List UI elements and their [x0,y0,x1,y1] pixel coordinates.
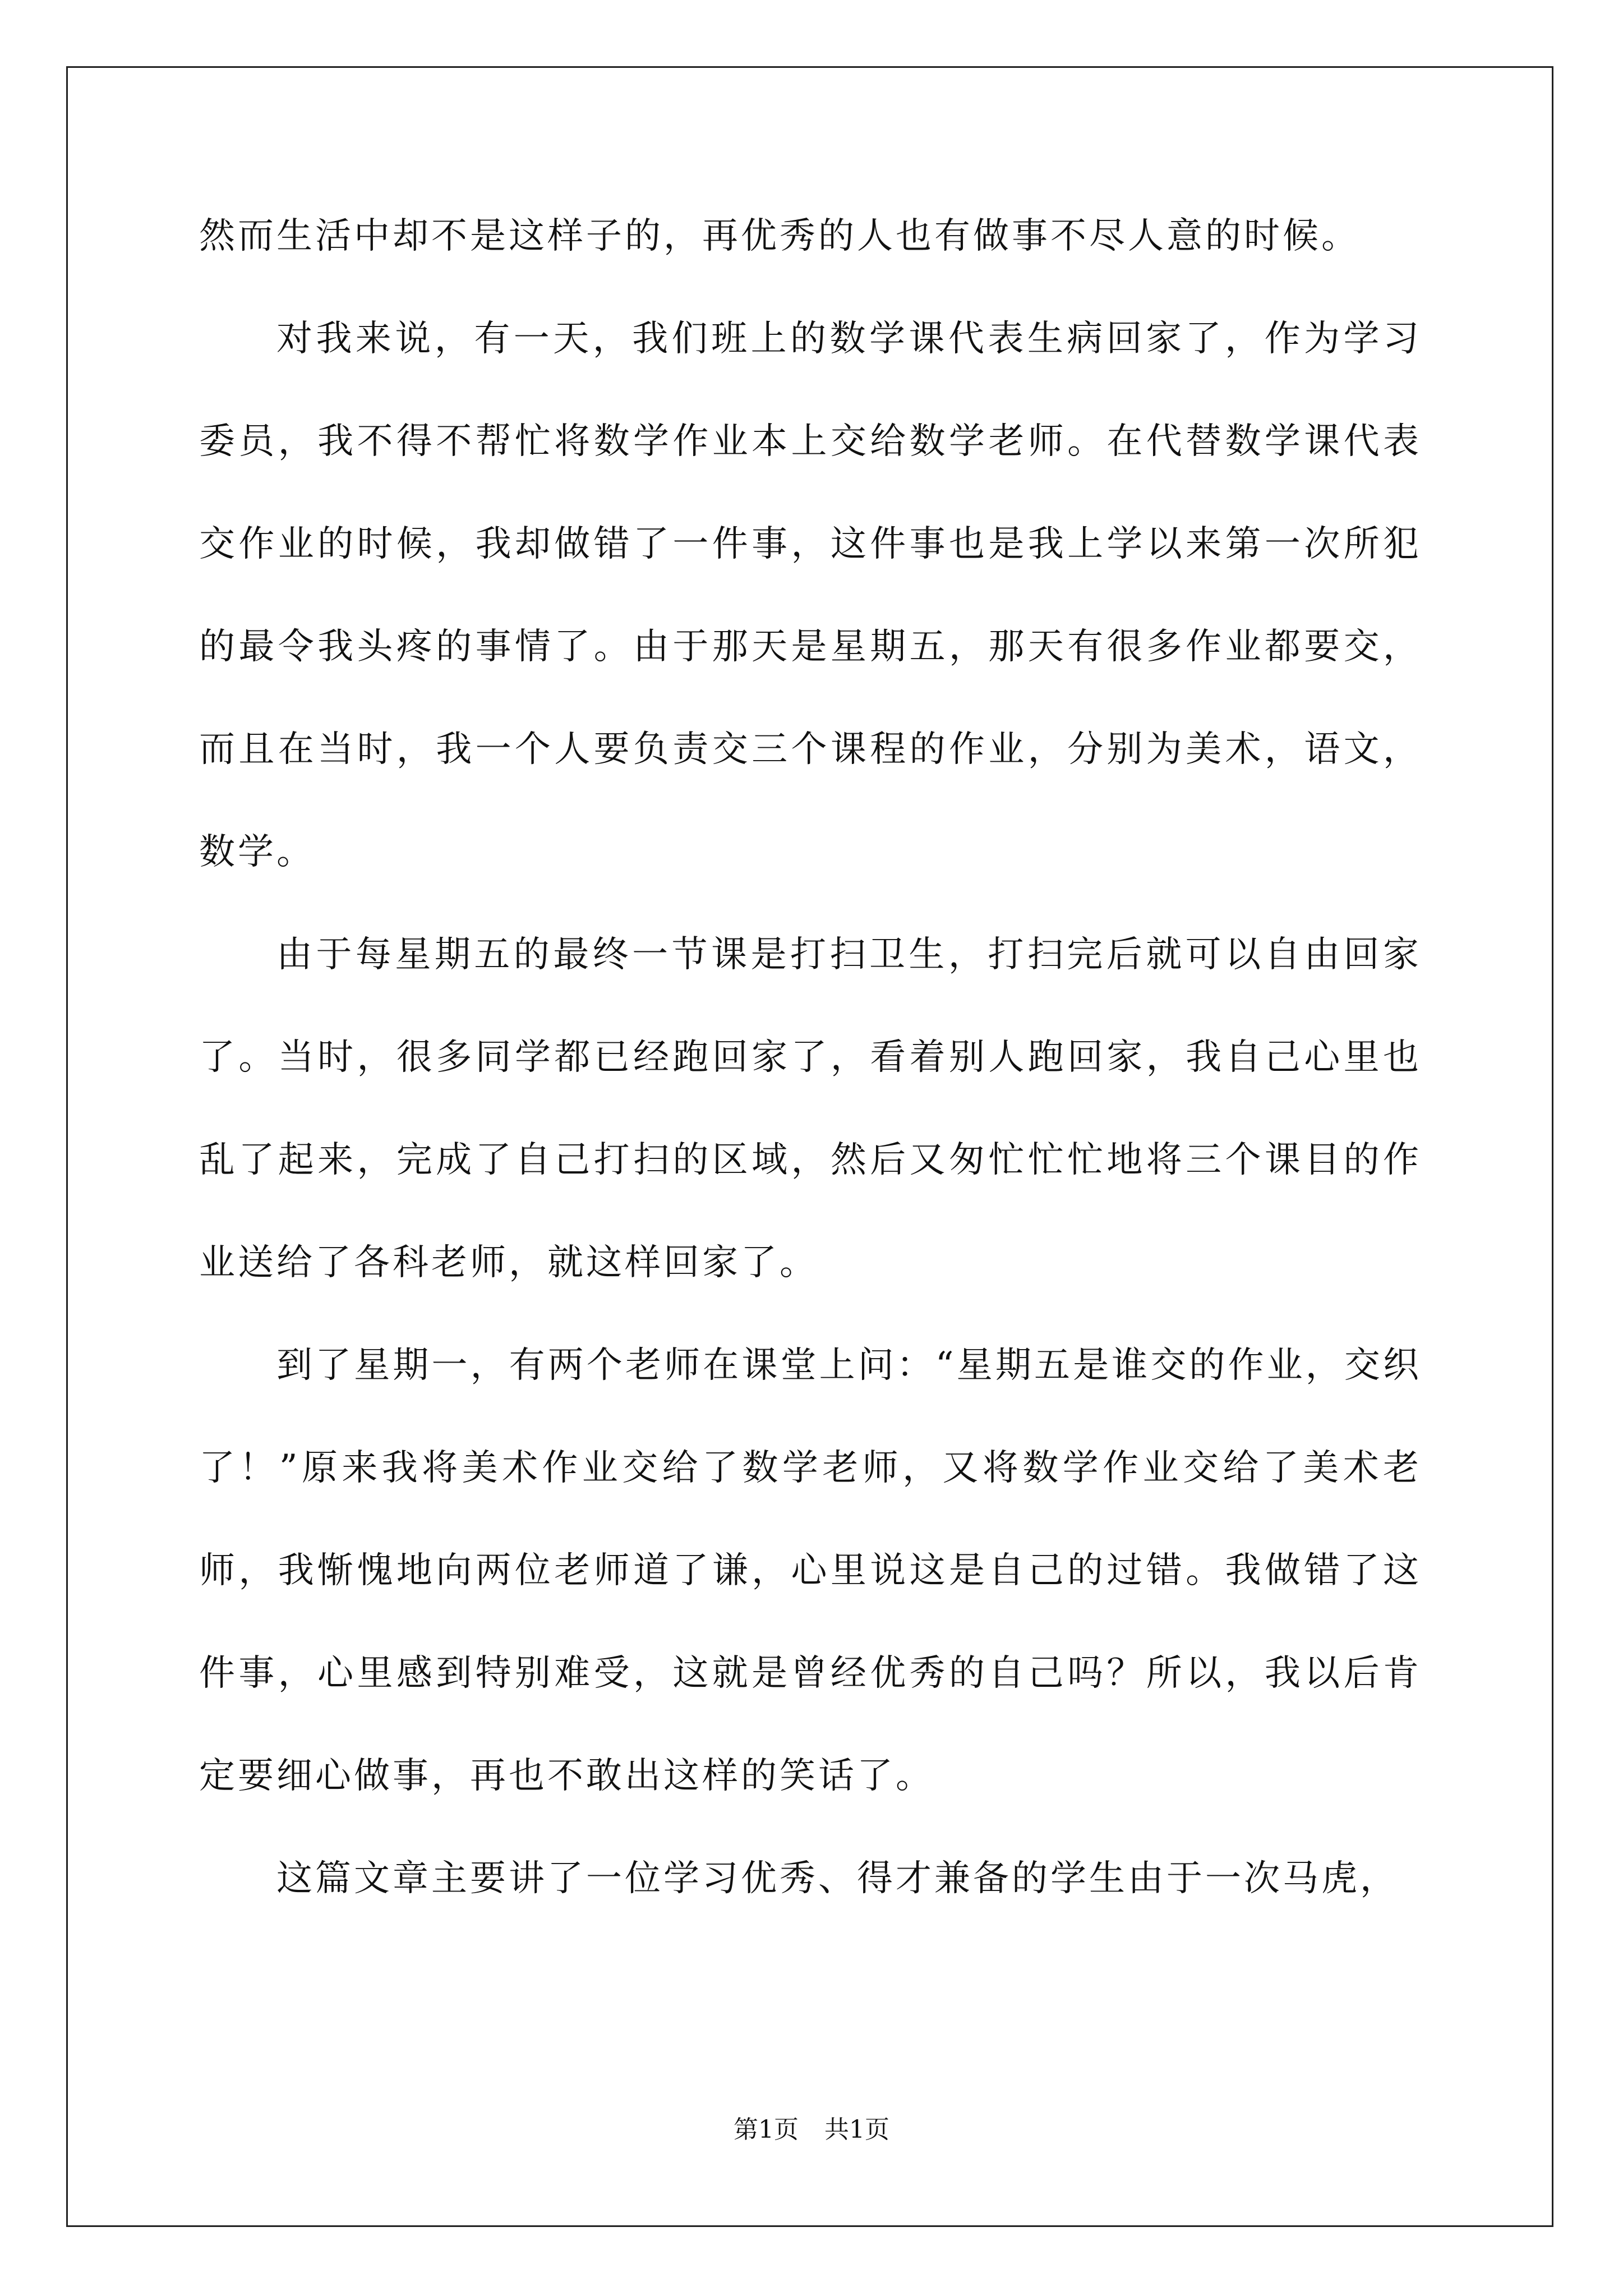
page-number-total: 共1页 [824,2115,889,2144]
paragraph-3: 由于每星期五的最终一节课是打扫卫生，打扫完后就可以自由回家了。当时，很多同学都已经跑回家了，看着别人跑回家，我自己心里也乱了起来，完成了自己打扫的区域，然后又匆忙忙忙地将三个课目的作业送给了各科老师，就这样回家了。 [199,934,1422,1283]
page-number-current: 第1页 [734,2115,799,2144]
paragraph-1: 然而生活中却不是这样子的，再优秀的人也有做事不尽人意的时候。 [199,215,1360,257]
paragraph-5: 这篇文章主要讲了一位学习优秀、得才兼备的学生由于一次马虎， [276,1858,1399,1899]
paragraph-4: 到了星期一，有两个老师在课堂上问：“星期五是谁交的作业，交织了！”原来我将美术作业交给了数学老师，又将数学作业交给了美术老师，我惭愧地向两位老师道了谦，心里说这是自己的过错。我做错了这件事，心里感到特别难受，这就是曾经优秀的自己吗？所以，我以后肯定要细心做事，再也不敢出这样的笑话了。 [199,1345,1422,1797]
paragraph-2: 对我来说，有一天，我们班上的数学课代表生病回家了，作为学习委员，我不得不帮忙将数学作业本上交给数学老师。在代替数学课代表交作业的时候，我却做错了一件事，这件事也是我上学以来第一次所犯的最令我头疼的事情了。由于那天是星期五，那天有很多作业都要交，而且在当时，我一个人要负责交三个课程的作业，分别为美术，语文，数学。 [199,318,1422,873]
document-body [199,185,1422,1930]
page-footer [0,2109,1623,2145]
